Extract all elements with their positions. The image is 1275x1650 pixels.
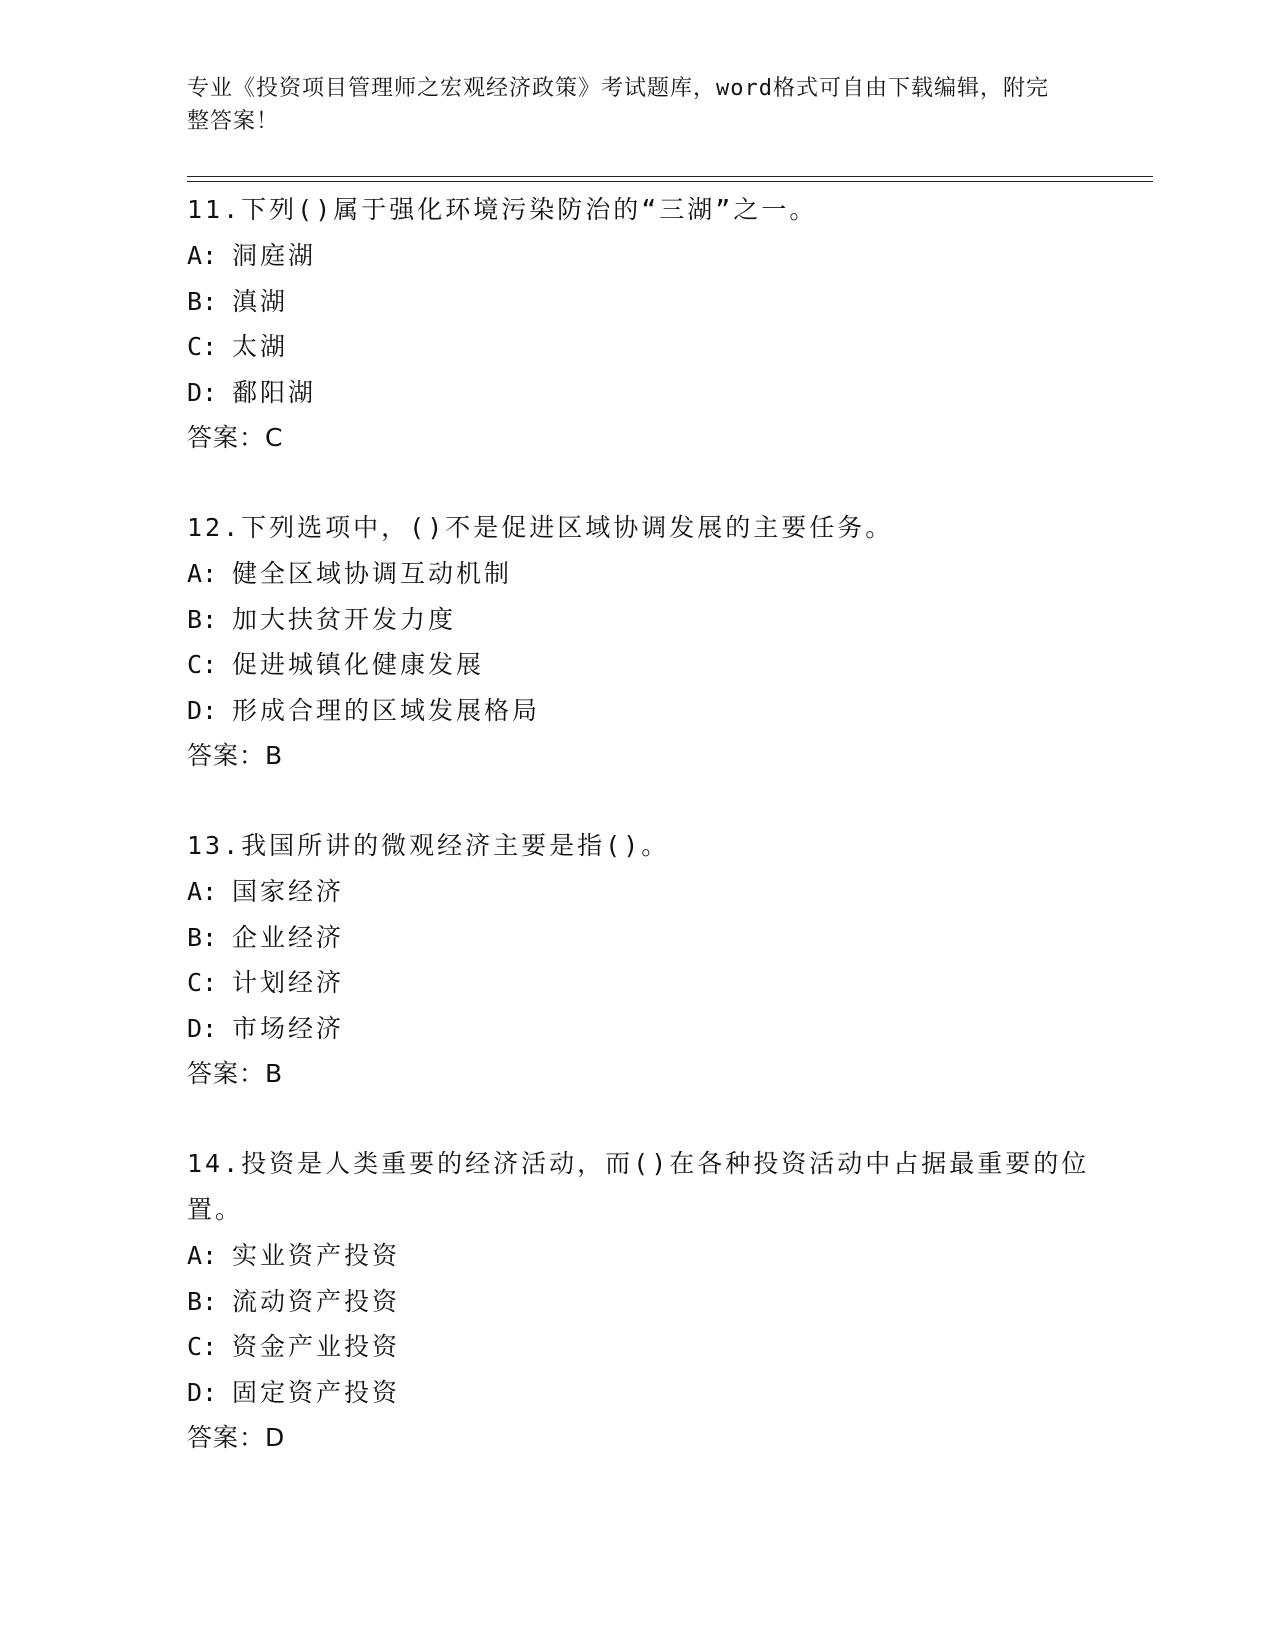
option-letter: C: xyxy=(187,968,218,997)
option-letter: A: xyxy=(187,877,218,906)
option-d xyxy=(187,1006,1127,1052)
option-text: 加大扶贫开发力度 xyxy=(232,604,457,634)
option-letter: A: xyxy=(187,241,218,270)
option-text: 市场经济 xyxy=(232,1013,345,1043)
option-letter: B: xyxy=(187,922,218,952)
question-stem: 11.下列()属于强化环境污染防治的“三湖”之一。 xyxy=(187,195,818,224)
header-divider-bottom xyxy=(187,181,1153,182)
option-letter: D: xyxy=(187,1013,218,1043)
option-text: 健全区域协调互动机制 xyxy=(232,559,513,588)
question-stem: 12.下列选项中，()不是促进区域协调发展的主要任务。 xyxy=(187,513,894,542)
answer-line: 答案：B xyxy=(187,1059,284,1088)
option-text: 资金产业投资 xyxy=(232,1332,401,1361)
option-a xyxy=(187,869,1127,915)
document-header: 专业《投资项目管理师之宏观经济政策》考试题库，word格式可自由下载编辑，附完整答案！ xyxy=(187,76,1049,134)
question-block xyxy=(187,187,1127,460)
option-text: 鄱阳湖 xyxy=(232,377,317,407)
option-text: 国家经济 xyxy=(232,877,345,906)
option-a xyxy=(187,233,1127,279)
option-d xyxy=(187,370,1127,416)
option-a xyxy=(187,1233,1127,1279)
option-letter: D: xyxy=(187,695,218,725)
option-letter: C: xyxy=(187,1332,218,1361)
option-text: 流动资产投资 xyxy=(232,1286,401,1316)
answer-line: 答案：B xyxy=(187,741,284,770)
option-d xyxy=(187,1370,1127,1416)
header-divider-top xyxy=(187,176,1153,177)
option-text: 滇湖 xyxy=(232,286,289,316)
option-letter: C: xyxy=(187,650,218,679)
option-text: 洞庭湖 xyxy=(232,241,317,270)
option-b xyxy=(187,915,1127,961)
option-letter: D: xyxy=(187,1377,218,1407)
option-text: 企业经济 xyxy=(232,922,345,952)
option-text: 太湖 xyxy=(232,332,289,361)
option-c xyxy=(187,642,1127,688)
option-text: 计划经济 xyxy=(232,968,345,997)
option-letter: A: xyxy=(187,1241,218,1270)
option-c xyxy=(187,324,1127,370)
option-c xyxy=(187,1324,1127,1370)
answer-line: 答案：D xyxy=(187,1423,286,1452)
option-d xyxy=(187,688,1127,734)
option-text: 实业资产投资 xyxy=(232,1241,401,1270)
answer-line: 答案：C xyxy=(187,423,284,452)
option-letter: D: xyxy=(187,377,218,407)
option-letter: B: xyxy=(187,604,218,634)
option-c xyxy=(187,960,1127,1006)
question-block xyxy=(187,505,1127,778)
question-stem: 14.投资是人类重要的经济活动，而()在各种投资活动中占据最重要的位置。 xyxy=(187,1149,1090,1224)
option-letter: B: xyxy=(187,286,218,316)
option-letter: B: xyxy=(187,1286,218,1316)
option-letter: C: xyxy=(187,332,218,361)
option-text: 固定资产投资 xyxy=(232,1377,401,1407)
question-block xyxy=(187,823,1127,1096)
option-a xyxy=(187,551,1127,597)
question-block xyxy=(187,1141,1127,1460)
question-stem: 13.我国所讲的微观经济主要是指()。 xyxy=(187,831,670,860)
option-letter: A: xyxy=(187,559,218,588)
option-text: 形成合理的区域发展格局 xyxy=(232,695,541,725)
option-text: 促进城镇化健康发展 xyxy=(232,650,485,679)
option-b xyxy=(187,279,1127,325)
option-b xyxy=(187,597,1127,643)
option-b xyxy=(187,1279,1127,1325)
